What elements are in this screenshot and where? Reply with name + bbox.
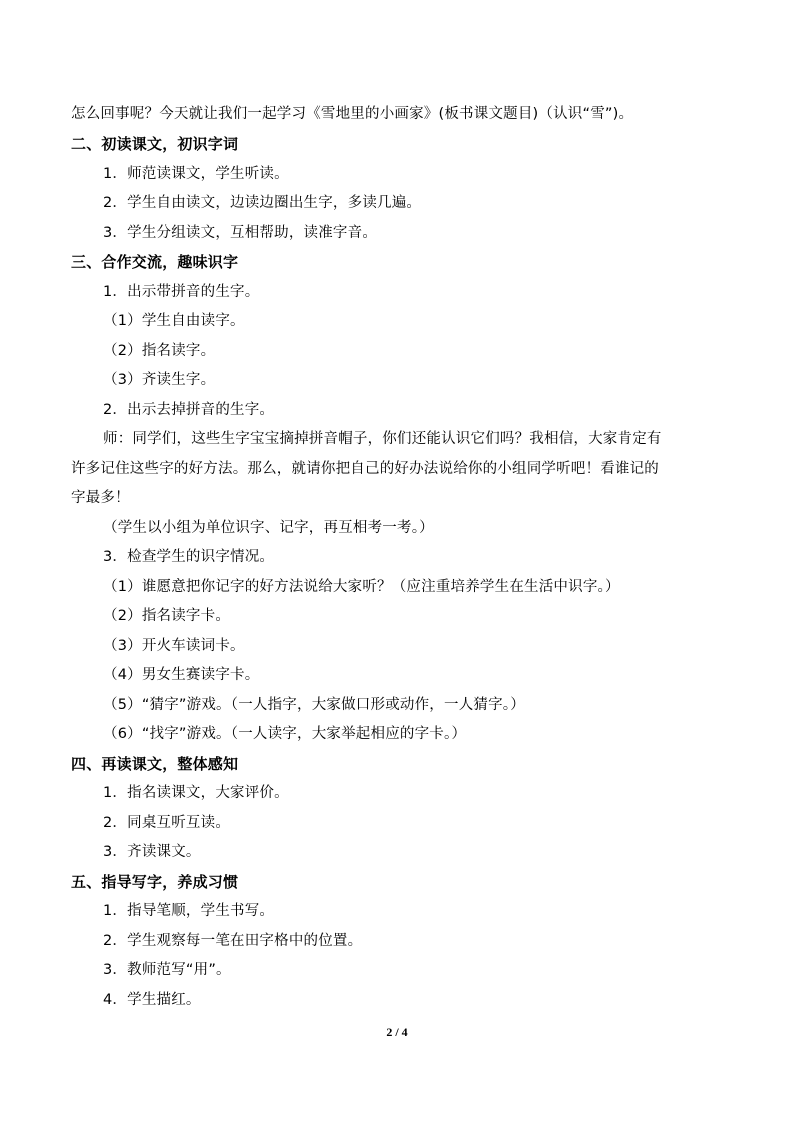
page-number: 2 / 4	[386, 1025, 408, 1039]
list-item: 3．齐读课文。	[103, 844, 201, 860]
sub-list-item: （2）指名读字卡。	[103, 608, 231, 624]
sub-list-item: （1）学生自由读字。	[103, 313, 245, 329]
section-heading-3: 三、合作交流，趣味识字	[71, 253, 239, 271]
sub-list-item: （2）指名读字。	[103, 343, 216, 359]
list-item: 2．学生观察每一笔在田字格中的位置。	[103, 933, 363, 949]
paragraph-teacher: 许多记住这些字的好方法。那么，就请你把自己的好办法说给你的小组同学听吧！看谁记的	[71, 461, 659, 477]
paragraph-intro: 怎么回事呢？今天就让我们一起学习《雪地里的小画家》(板书课文题目)（认识“雪”)。	[71, 106, 634, 122]
section-heading-2: 二、初读课文，初识字词	[71, 135, 239, 153]
sub-list-item: （4）男女生赛读字卡。	[103, 667, 260, 683]
list-item: 2．学生自由读文，边读边圈出生字，多读几遍。	[103, 195, 422, 211]
list-item: 1．师范读课文，学生听读。	[103, 166, 289, 182]
section-heading-4: 四、再读课文，整体感知	[71, 755, 239, 773]
paragraph-teacher: 字最多！	[71, 490, 130, 506]
sub-list-item: （5）“猜字”游戏。（一人指字，大家做口形或动作，一人猜字。）	[103, 697, 525, 713]
list-item: 2．同桌互听互读。	[103, 815, 231, 831]
paragraph-teacher: 师：同学们，这些生字宝宝摘掉拼音帽子，你们还能认识它们吗？我相信，大家肯定有	[103, 431, 662, 447]
list-item: 3．学生分组读文，互相帮助，读准字音。	[103, 225, 378, 241]
list-item: 2．出示去掉拼音的生字。	[103, 402, 275, 418]
list-item: 1．出示带拼音的生字。	[103, 284, 260, 300]
list-item: 3．检查学生的识字情况。	[103, 549, 275, 565]
paragraph-note: （学生以小组为单位识字、记字，再互相考一考。）	[103, 520, 434, 536]
sub-list-item: （6）“找字”游戏。（一人读字，大家举起相应的字卡。）	[103, 726, 467, 742]
list-item: 3．教师范写“用”。	[103, 962, 231, 978]
sub-list-item: （3）开火车读词卡。	[103, 638, 245, 654]
list-item: 1．指导笔顺，学生书写。	[103, 903, 275, 919]
sub-list-item: （3）齐读生字。	[103, 372, 216, 388]
list-item: 4．学生描红。	[103, 992, 201, 1008]
list-item: 1．指名读课文，大家评价。	[103, 785, 289, 801]
sub-list-item: （1）谁愿意把你记字的好方法说给大家听？（应注重培养学生在生活中识字。）	[103, 579, 620, 595]
section-heading-5: 五、指导写字，养成习惯	[71, 873, 239, 891]
